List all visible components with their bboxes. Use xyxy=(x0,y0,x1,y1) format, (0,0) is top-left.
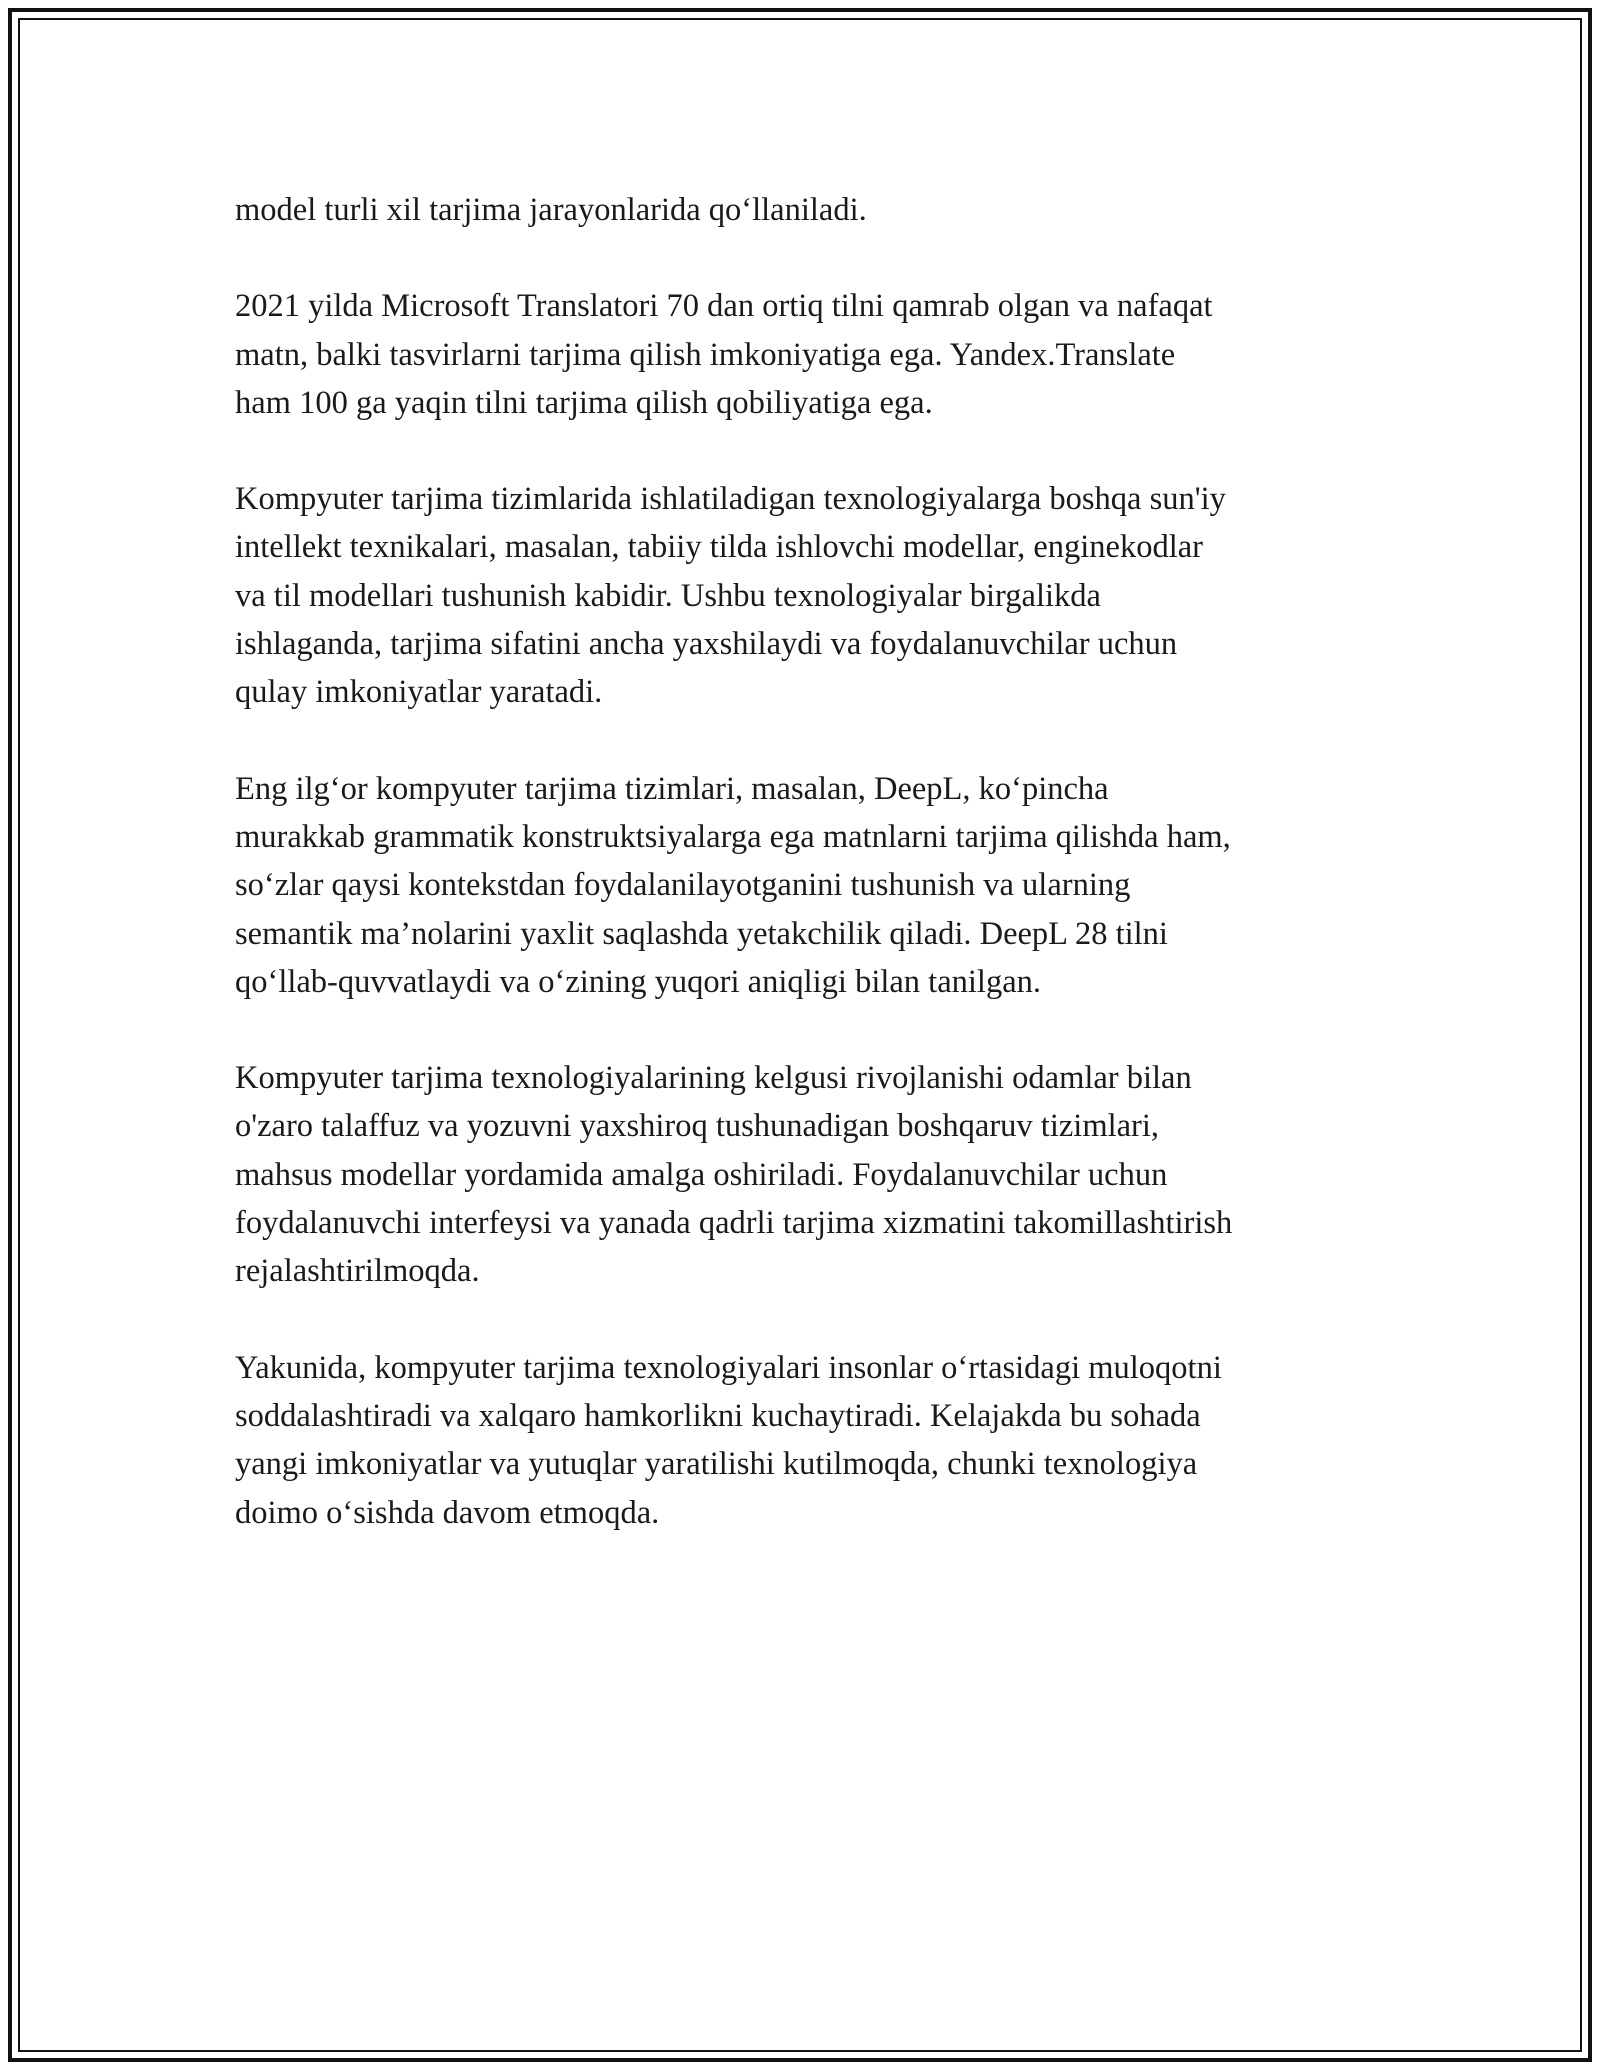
paragraph-microsoft-yandex: 2021 yilda Microsoft Translatori 70 dan ortiq tilni qamrab olgan va nafaqat matn, balki tasvirlarni tarjima qilish imkoniyatiga ega. Yandex.Translate ham 100 ga yaqin tilni tarjima qilish qobiliyatiga ega. xyxy=(235,288,1213,421)
paragraph-ai-technologies: Kompyuter tarjima tizimlarida ishlatiladigan texnologiyalarga boshqa sun'iy intellekt texnikalari, masalan, tabiiy tilda ishlovchi modellar, enginekodlar va til modellari tushunish kabidir. Ushbu texnologiyalar birgalikda ishlaganda, tarjima sifatini ancha yaxshilaydi va foydalanuvchilar uchun qulay imkoniyatlar yaratadi. xyxy=(235,481,1226,711)
document-body xyxy=(235,186,1370,1585)
paragraph-future-development: Kompyuter tarjima texnologiyalarining kelgusi rivojlanishi odamlar bilan o'zaro talaffuz va yozuvni yaxshiroq tushunadigan boshqaruv tizimlari, mahsus modellar yordamida amalga oshiriladi. Foydalanuvchilar uchun foydalanuvchi interfeysi va yanada qadrli tarjima xizmatini takomillashtirish rejalashtirilmoqda. xyxy=(235,1060,1233,1290)
paragraph-continuation: model turli xil tarjima jarayonlarida qo‘llaniladi. xyxy=(235,192,867,228)
paragraph-deepl: Eng ilg‘or kompyuter tarjima tizimlari, masalan, DeepL, ko‘pincha murakkab grammatik konstruktsiyalarga ega matnlarni tarjima qilishda ham, so‘zlar qaysi kontekstdan foydalanilayotganini tushunish va ularning semantik ma’nolarini yaxlit saqlashda yetakchilik qiladi. DeepL 28 tilni qo‘llab-quvvatlaydi va o‘zining yuqori aniqligi bilan tanilgan. xyxy=(235,770,1231,1000)
paragraph-conclusion: Yakunida, kompyuter tarjima texnologiyalari insonlar o‘rtasidagi muloqotni soddalashtiradi va xalqaro hamkorlikni kuchaytiradi. Kelajakda bu sohada yangi imkoniyatlar va yutuqlar yaratilishi kutilmoqda, chunki texnologiya doimo o‘sishda davom etmoqda. xyxy=(235,1349,1222,1531)
